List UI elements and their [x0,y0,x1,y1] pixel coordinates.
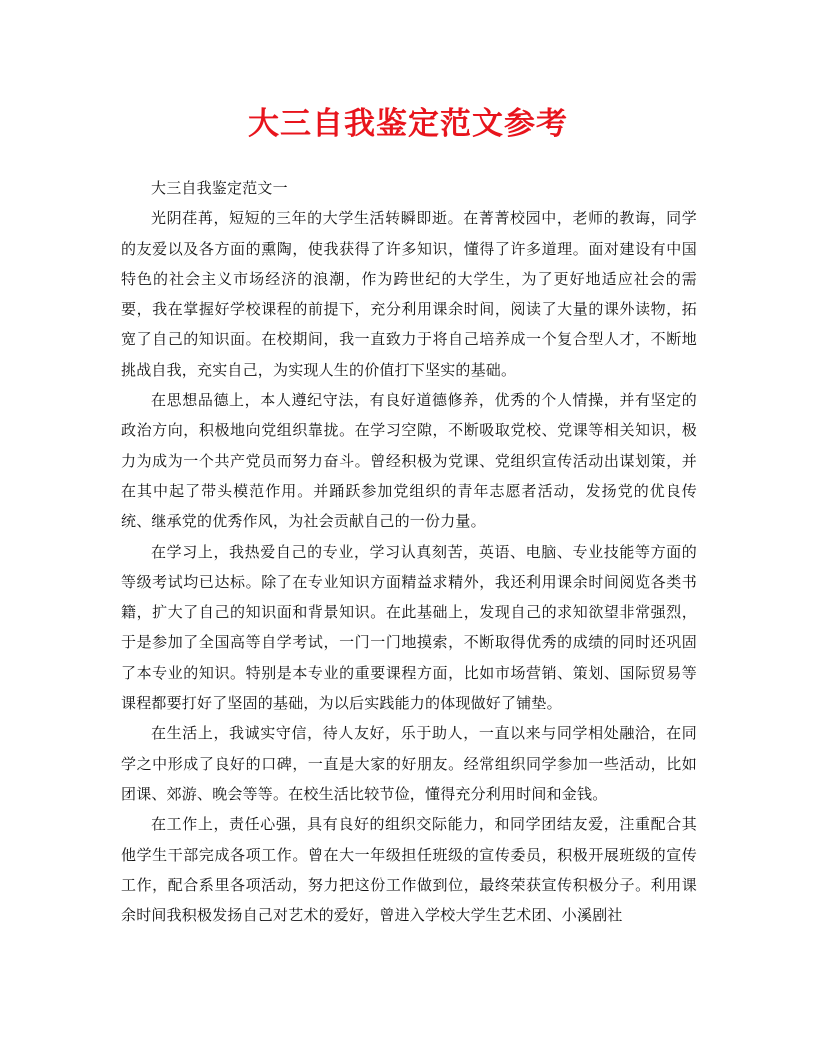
section-heading: 大三自我鉴定范文一 [151,179,288,197]
paragraph: 在思想品德上，本人遵纪守法，有良好道德修养，优秀的个人情操，并有坚定的政治方向，积极地向党组织靠拢。在学习空隙，不断吸取党校、党课等相关知识，极力为成为一个共产党员而努力奋斗。曾经积极为党课、党组织宣传活动出谋划策，并在其中起了带头模范作用。并踊跃参加党组织的青年志愿者活动，发扬党的优良传统、继承党的优秀作风，为社会贡献自己的一份力量。 [121,391,697,531]
paragraph: 在工作上，责任心强，具有良好的组织交际能力，和同学团结友爱，注重配合其他学生干部完成各项工作。曾在大一年级担任班级的宣传委员，积极开展班级的宣传工作，配合系里各项活动，努力把这份工作做到位，最终荣获宣传积极分子。利用课余时间我积极发扬自己对艺术的爱好，曾进入学校大学生艺术团、小溪剧社 [121,815,697,925]
paragraph: 光阴荏苒，短短的三年的大学生活转瞬即逝。在菁菁校园中，老师的教诲，同学的友爱以及各方面的熏陶，使我获得了许多知识，懂得了许多道理。面对建设有中国特色的社会主义市场经济的浪潮，作为跨世纪的大学生，为了更好地适应社会的需要，我在掌握好学校课程的前提下，充分利用课余时间，阅读了大量的课外读物，拓宽了自己的知识面。在校期间，我一直致力于将自己培养成一个复合型人才，不断地挑战自我，充实自己，为实现人生的价值打下坚实的基础。 [121,209,697,379]
paragraph: 在生活上，我诚实守信，待人友好，乐于助人，一直以来与同学相处融洽，在同学之中形成了良好的口碑，一直是大家的好朋友。经常组织同学参加一些活动，比如团课、郊游、晚会等等。在校生活比较节俭，懂得充分利用时间和金钱。 [121,724,697,803]
paragraph: 在学习上，我热爱自己的专业，学习认真刻苦，英语、电脑、专业技能等方面的等级考试均已达标。除了在专业知识方面精益求精外，我还利用课余时间阅览各类书籍，扩大了自己的知识面和背景知识。在此基础上，发现自己的求知欲望非常强烈，于是参加了全国高等自学考试，一门一门地摸索，不断取得优秀的成绩的同时还巩固了本专业的知识。特别是本专业的重要课程方面，比如市场营销、策划、国际贸易等课程都要打好了坚固的基础，为以后实践能力的体现做好了铺垫。 [121,542,697,713]
document-body [121,173,697,930]
document-title: 大三自我鉴定范文参考 [248,106,568,142]
